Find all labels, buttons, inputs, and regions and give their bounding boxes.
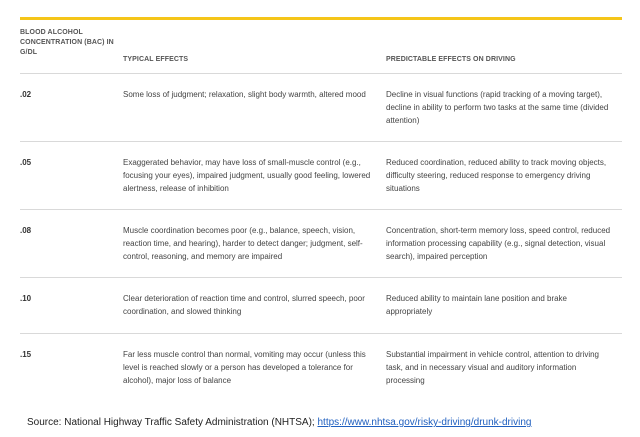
header-typical-effects: TYPICAL EFFECTS <box>123 20 386 74</box>
typical-effects-cell: Some loss of judgment; relaxation, slight body warmth, altered mood <box>123 74 386 142</box>
table-header-row <box>20 20 622 74</box>
driving-effects-cell: Concentration, short-term memory loss, speed control, reduced information processing capability (e.g., signal detection, visual search), impaired perception <box>386 210 622 278</box>
source-citation <box>27 417 531 428</box>
source-text: Source: National Highway Traffic Safety Administration (NHTSA); <box>27 417 318 428</box>
table-row <box>20 210 622 278</box>
typical-effects-cell: Far less muscle control than normal, vomiting may occur (unless this level is reached slowly or a person has developed a tolerance for alcohol), major loss of balance <box>123 350 366 385</box>
bac-level: .05 <box>20 142 123 210</box>
header-driving-effects: PREDICTABLE EFFECTS ON DRIVING <box>386 20 622 74</box>
typical-effects-cell: Muscle coordination becomes poor (e.g., balance, speech, vision, reaction time, and hearing), harder to detect danger; judgment, self-control, reasoning, and memory are impaired <box>123 210 386 278</box>
typical-effects-cell: Clear deterioration of reaction time and control, slurred speech, poor coordination, and slowed thinking <box>123 278 386 334</box>
bac-level: .15 <box>20 350 32 359</box>
driving-effects-cell: Reduced coordination, reduced ability to track moving objects, difficulty steering, reduced response to emergency driving situations <box>386 142 622 210</box>
table-row <box>20 334 622 401</box>
driving-effects-cell: Substantial impairment in vehicle control, attention to driving task, and in necessary visual and auditory information processing <box>386 350 599 385</box>
bac-level: .08 <box>20 210 123 278</box>
source-link[interactable]: https://www.nhtsa.gov/risky-driving/drunk-driving <box>317 417 532 428</box>
bac-effects-table <box>20 20 622 400</box>
driving-effects-cell: Decline in visual functions (rapid tracking of a moving target), decline in ability to perform two tasks at the same time (divided attention) <box>386 74 622 142</box>
bac-level: .02 <box>20 74 123 142</box>
table-row <box>20 278 622 334</box>
typical-effects-cell: Exaggerated behavior, may have loss of small-muscle control (e.g., focusing your eyes), impaired judgment, usually good feeling, lowered alertness, release of inhibition <box>123 142 386 210</box>
table-row <box>20 142 622 210</box>
bac-level: .10 <box>20 278 123 334</box>
header-bac: BLOOD ALCOHOL CONCENTRATION (BAC) IN G/DL <box>20 20 123 74</box>
driving-effects-cell: Reduced ability to maintain lane position and brake appropriately <box>386 278 622 334</box>
table-row <box>20 74 622 142</box>
